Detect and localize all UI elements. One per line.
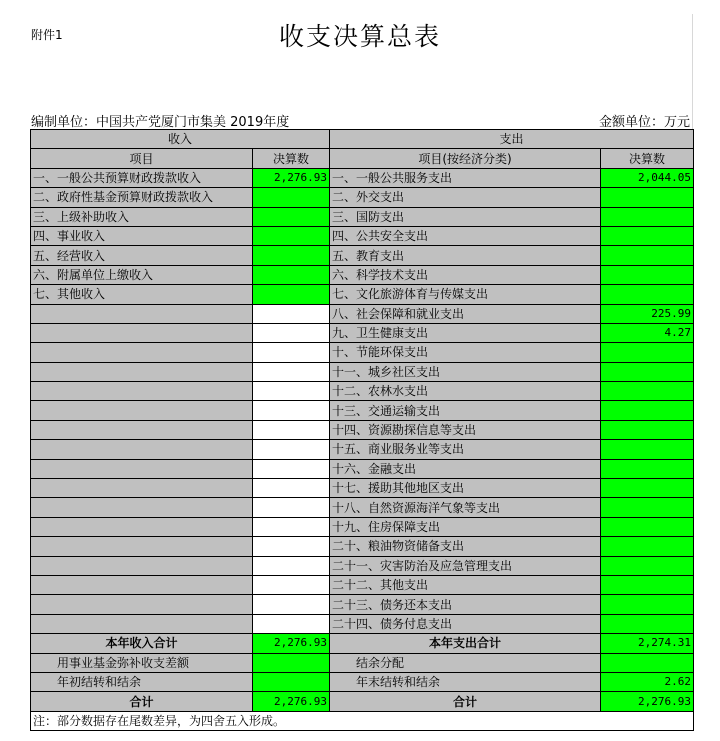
income-item-empty [31,575,253,594]
amount-unit: 金额单位：万元 [598,115,690,130]
expense-item: 二十四、债务付息支出 [330,614,601,633]
income-item-empty [31,304,253,323]
expense-item: 八、社会保障和就业支出 [330,304,601,323]
table-row [31,459,694,478]
expense-item: 十九、住房保障支出 [330,517,601,536]
table-row [31,207,694,226]
expense-item: 一、一般公共服务支出 [330,168,601,187]
table-row [31,188,694,207]
expense-item: 二十三、债务还本支出 [330,595,601,614]
income-value-empty [253,575,330,594]
expense-item: 十一、城乡社区支出 [330,362,601,381]
expense-value [601,401,694,420]
table-row [31,246,694,265]
income-value-empty [253,304,330,323]
income-value [253,226,330,245]
income-item-empty [31,440,253,459]
table-row [31,595,694,614]
expense-item: 十、节能环保支出 [330,343,601,362]
income-value: 2,276.93 [253,168,330,187]
income-item: 三、上级补助收入 [31,207,253,226]
table-row [31,556,694,575]
end-balance-value: 2.62 [601,672,694,691]
table-row [31,362,694,381]
expense-value [601,556,694,575]
balance-row [31,672,694,691]
table-row [31,420,694,439]
total-row [31,634,694,653]
compiling-unit: 编制单位：中国共产党厦门市集美 2019年度 [31,115,290,130]
income-value-empty [253,382,330,401]
expense-value [601,188,694,207]
income-item-empty [31,595,253,614]
income-value-empty [253,556,330,575]
expense-item: 十六、金融支出 [330,459,601,478]
income-value-empty [253,537,330,556]
section-header-row [31,130,694,149]
table-row [31,343,694,362]
income-item-empty [31,343,253,362]
expense-value [601,265,694,284]
expense-item: 二、外交支出 [330,188,601,207]
expense-item: 十七、援助其他地区支出 [330,479,601,498]
begin-balance-label: 年初结转和结余 [31,672,253,691]
fund-value [253,653,330,672]
expense-total-label: 本年支出合计 [330,634,601,653]
expense-item: 十二、农林水支出 [330,382,601,401]
income-item-empty [31,537,253,556]
income-value [253,285,330,304]
expense-value [601,459,694,478]
expense-item: 十五、商业服务业等支出 [330,440,601,459]
expense-item: 十四、资源勘探信息等支出 [330,420,601,439]
income-item-empty [31,556,253,575]
surplus-value [601,653,694,672]
expense-item: 九、卫生健康支出 [330,323,601,342]
income-item-empty [31,401,253,420]
expense-value [601,479,694,498]
income-item-empty [31,323,253,342]
expense-value [601,440,694,459]
grand-total-row [31,692,694,711]
income-total-label: 本年收入合计 [31,634,253,653]
table-row [31,285,694,304]
expense-item: 二十、粮油物资储备支出 [330,537,601,556]
income-item-empty [31,362,253,381]
attachment-label: 附件1 [31,28,63,42]
table-row [31,575,694,594]
expense-item: 十八、自然资源海洋气象等支出 [330,498,601,517]
table-row [31,323,694,342]
income-value [253,246,330,265]
begin-balance-value [253,672,330,691]
table-row [31,401,694,420]
expense-item: 六、科学技术支出 [330,265,601,284]
table-row [31,479,694,498]
table-row [31,517,694,536]
table-row [31,226,694,245]
income-value-empty [253,614,330,633]
income-header: 收入 [31,130,330,149]
expense-value [601,362,694,381]
fund-label: 用事业基金弥补收支差额 [31,653,253,672]
income-value-empty [253,498,330,517]
table-row [31,382,694,401]
expense-value [601,517,694,536]
end-balance-label: 年末结转和结余 [330,672,601,691]
expense-item: 七、文化旅游体育与传媒支出 [330,285,601,304]
expense-item: 十三、交通运输支出 [330,401,601,420]
footnote: 注：部分数据存在尾数差异，为四舍五入形成。 [31,711,694,730]
income-item: 一、一般公共预算财政拨款收入 [31,168,253,187]
income-total-value: 2,276.93 [253,634,330,653]
grand-expense-label: 合计 [330,692,601,711]
table-row [31,537,694,556]
expense-item: 二十二、其他支出 [330,575,601,594]
expense-value [601,498,694,517]
note-row [31,711,694,730]
expense-value [601,595,694,614]
divider [692,14,693,130]
fund-row [31,653,694,672]
expense-item: 五、教育支出 [330,246,601,265]
expense-value [601,420,694,439]
expense-item: 三、国防支出 [330,207,601,226]
income-value-empty [253,362,330,381]
col-expense-item: 项目(按经济分类) [330,149,601,168]
expense-value [601,614,694,633]
expense-value [601,207,694,226]
income-value-empty [253,517,330,536]
col-item: 项目 [31,149,253,168]
income-item: 二、政府性基金预算财政拨款收入 [31,188,253,207]
income-item-empty [31,479,253,498]
income-item-empty [31,382,253,401]
income-item-empty [31,420,253,439]
income-value-empty [253,459,330,478]
grand-income-value: 2,276.93 [253,692,330,711]
income-value [253,188,330,207]
table-row [31,168,694,187]
income-value-empty [253,440,330,459]
budget-table [30,129,694,731]
income-value-empty [253,479,330,498]
expense-value [601,537,694,556]
income-value-empty [253,323,330,342]
surplus-label: 结余分配 [330,653,601,672]
table-row [31,614,694,633]
expense-value [601,343,694,362]
income-item-empty [31,614,253,633]
col-expense-amount: 决算数 [601,149,694,168]
expense-header: 支出 [330,130,694,149]
table-row [31,440,694,459]
income-value [253,207,330,226]
expense-value [601,246,694,265]
expense-value: 225.99 [601,304,694,323]
expense-value: 2,044.05 [601,168,694,187]
income-item-empty [31,517,253,536]
income-item: 七、其他收入 [31,285,253,304]
income-item: 六、附属单位上缴收入 [31,265,253,284]
income-item-empty [31,459,253,478]
grand-expense-value: 2,276.93 [601,692,694,711]
expense-item: 二十一、灾害防治及应急管理支出 [330,556,601,575]
expense-item: 四、公共安全支出 [330,226,601,245]
table-row [31,304,694,323]
income-value-empty [253,420,330,439]
income-item-empty [31,498,253,517]
expense-total-value: 2,274.31 [601,634,694,653]
expense-value [601,575,694,594]
income-value-empty [253,401,330,420]
table-row [31,498,694,517]
income-value [253,265,330,284]
income-item: 五、经营收入 [31,246,253,265]
column-header-row [31,149,694,168]
expense-value [601,285,694,304]
income-item: 四、事业收入 [31,226,253,245]
expense-value [601,226,694,245]
expense-value: 4.27 [601,323,694,342]
expense-value [601,382,694,401]
income-value-empty [253,595,330,614]
table-row [31,265,694,284]
page-title: 收支决算总表 [278,22,441,51]
grand-income-label: 合计 [31,692,253,711]
income-value-empty [253,343,330,362]
col-amount: 决算数 [253,149,330,168]
